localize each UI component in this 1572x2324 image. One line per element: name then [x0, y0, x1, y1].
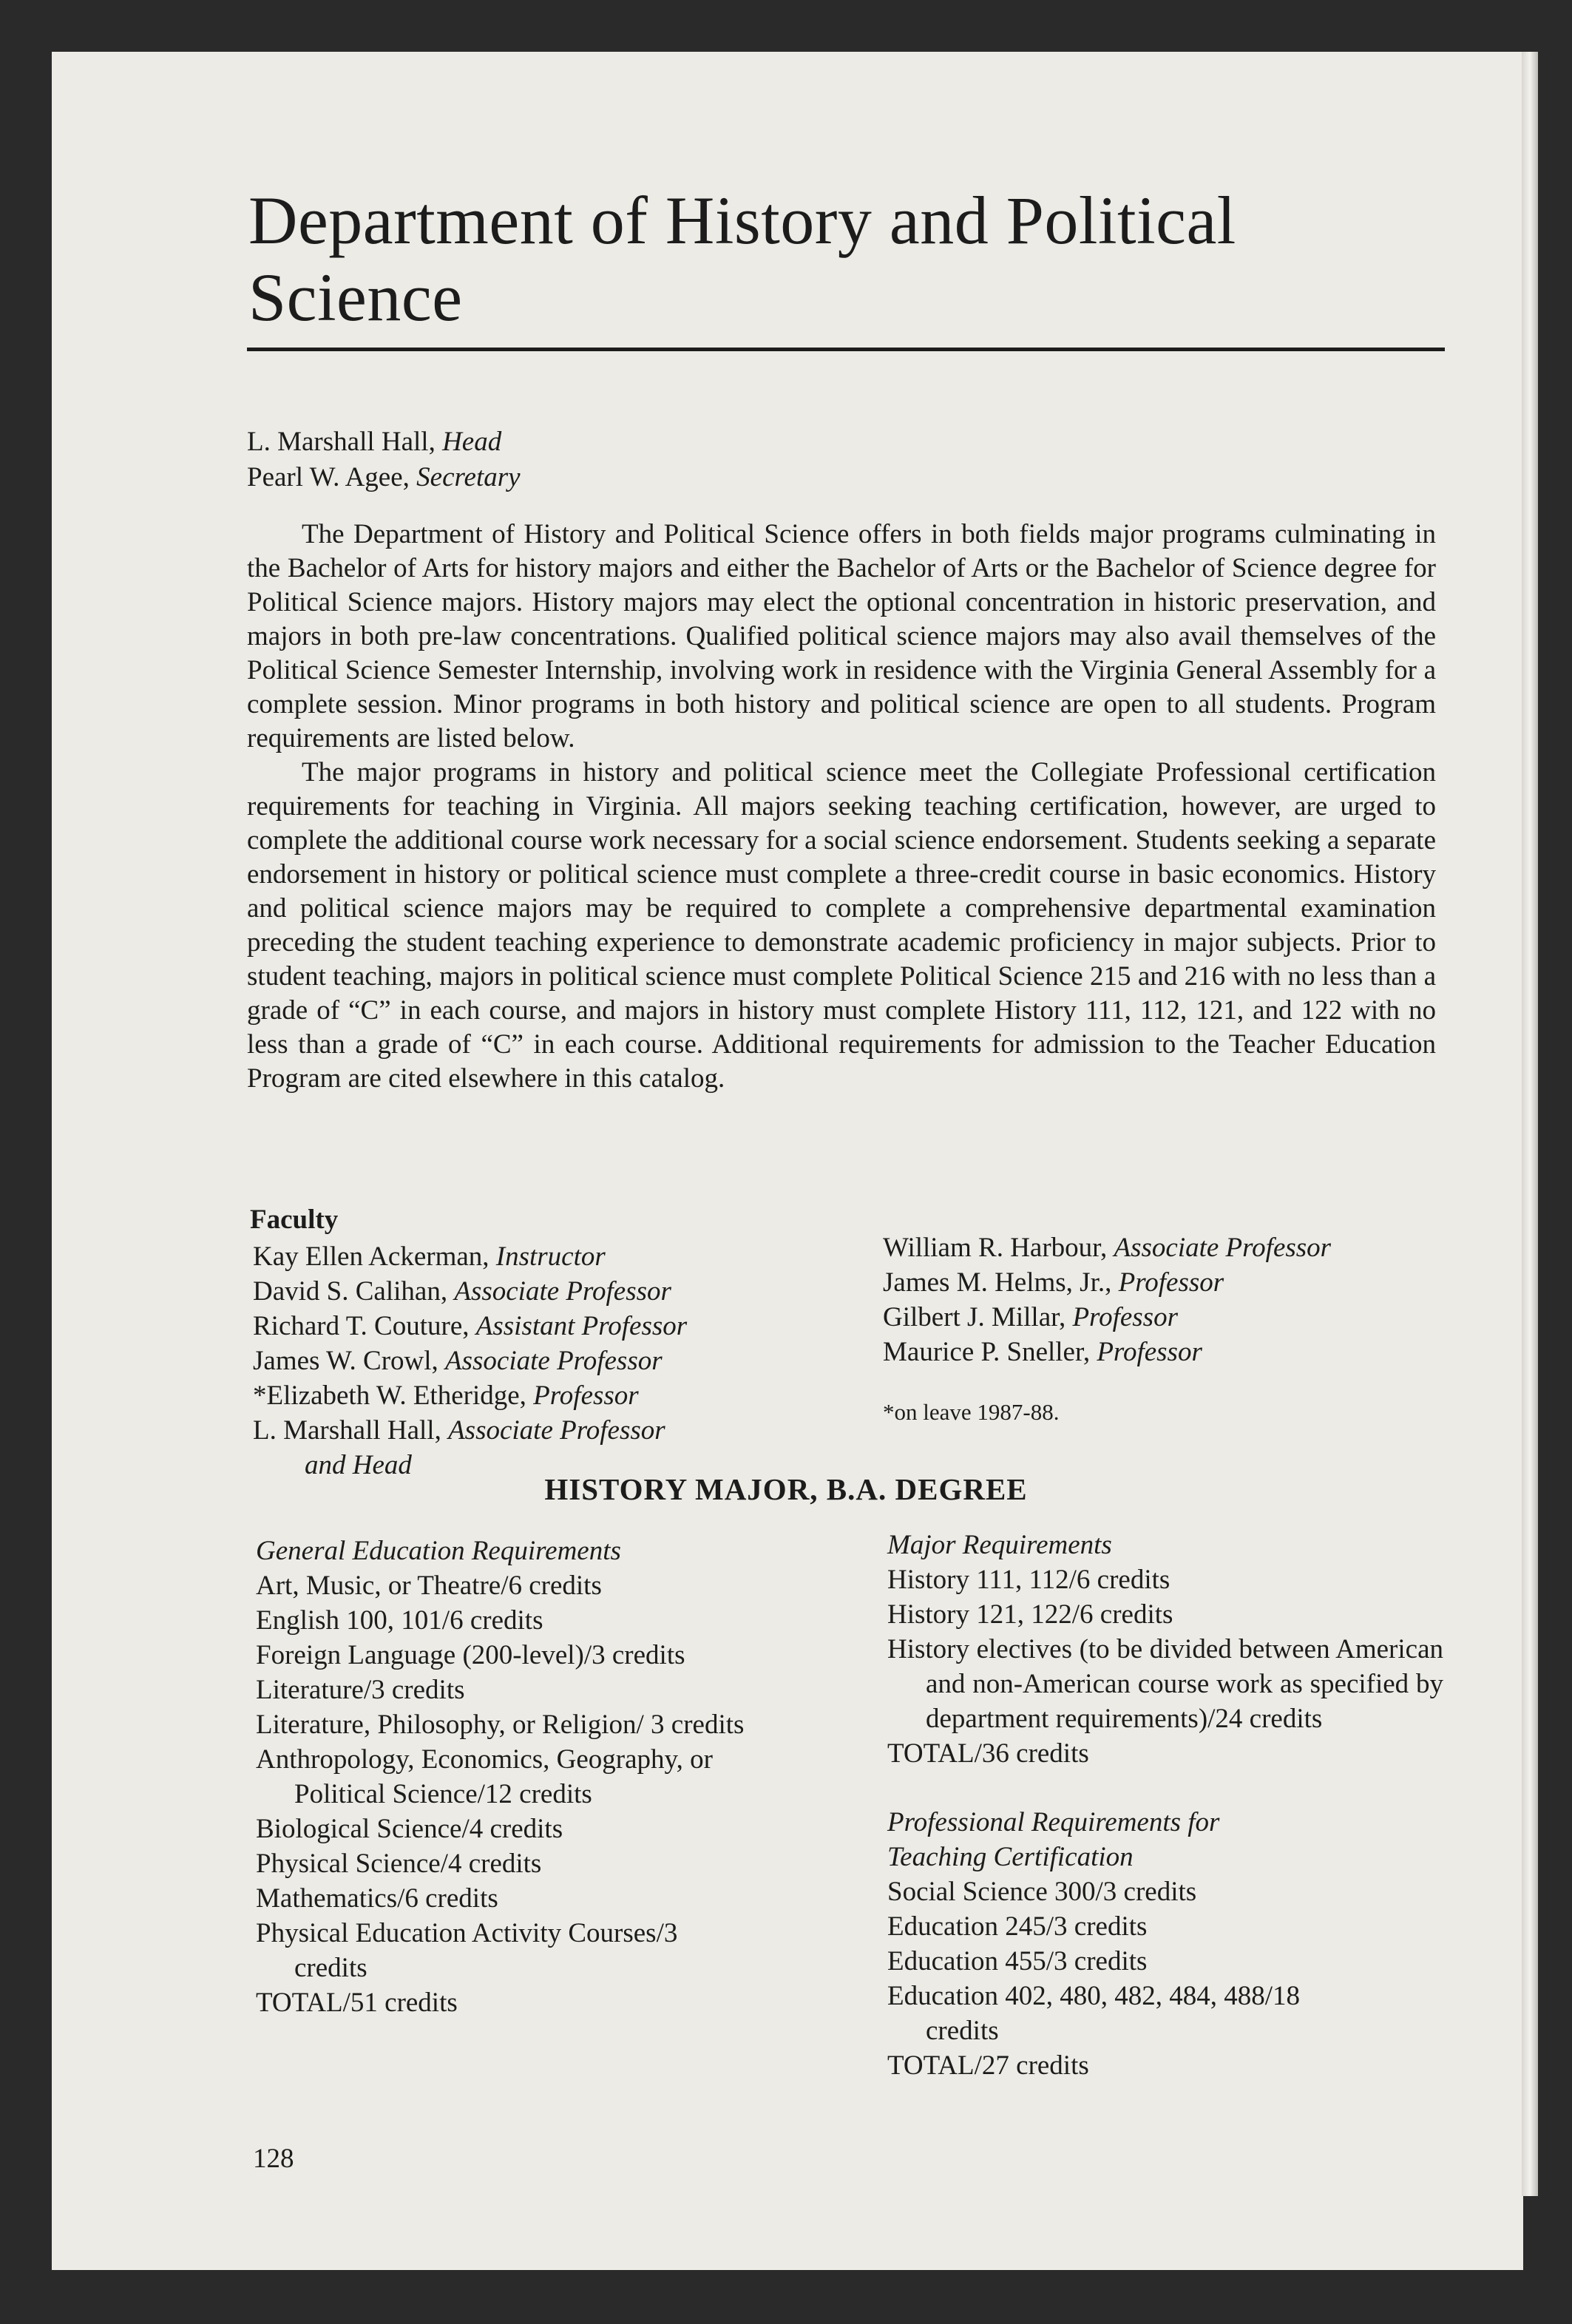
faculty-member: L. Marshall Hall, Associate Professor — [253, 1415, 665, 1446]
department-description — [247, 518, 1436, 1096]
staff-head: L. Marshall Hall, Head — [247, 427, 502, 457]
requirement-item: History 121, 122/6 credits — [887, 1599, 1173, 1630]
page-edge — [1522, 52, 1538, 2196]
page-number: 128 — [253, 2144, 294, 2174]
requirement-item: Art, Music, or Theatre/6 credits — [256, 1571, 602, 1601]
faculty-member: Maurice P. Sneller, Professor — [883, 1337, 1202, 1367]
faculty-member: James W. Crowl, Associate Professor — [253, 1346, 663, 1376]
requirement-item: Education 455/3 credits — [887, 1946, 1148, 1976]
requirement-item: Education 245/3 credits — [887, 1911, 1148, 1942]
faculty-member: Kay Ellen Ackerman, Instructor — [253, 1241, 606, 1272]
faculty-member: William R. Harbour, Associate Professor — [883, 1233, 1332, 1263]
professional-requirements-heading: Professional Requirements for Teaching Certification — [887, 1807, 1220, 1872]
requirement-item: Literature/3 credits — [256, 1675, 465, 1705]
faculty-member: *Elizabeth W. Etheridge, Professor — [253, 1380, 639, 1411]
requirement-total: TOTAL/51 credits — [256, 1988, 458, 2018]
requirement-item: Foreign Language (200-level)/3 credits — [256, 1640, 685, 1670]
faculty-list-right — [883, 1230, 1331, 1429]
page-title: Department of History and Political Science — [248, 183, 1236, 335]
general-education-requirements — [256, 1534, 797, 2020]
faculty-member-continuation: and Head — [305, 1450, 412, 1480]
major-requirements-heading: Major Requirements — [887, 1530, 1112, 1560]
paragraph-certification: The major programs in history and political science meet the Collegiate Professional certification requirements for teaching in Virginia. All majors seeking teaching certification, however, are urged to complete the additional course work necessary for a social science endorsement. Students seeking a separate endorsement in history or political science must complete a three-credit course in basic economics. History and political science majors may be required to complete a comprehensive departmental examination preceding the student teaching experience to demonstrate academic proficiency in major subjects. Prior to student teaching, majors in political science must complete Political Science 215 and 216 with no less than a grade of “C” in each course, and majors in history must complete History 111, 112, 121, and 122 with no less than a grade of “C” in each course. Additional requirements for admission to the Teacher Education Program are cited elsewhere in this catalog. — [247, 757, 1436, 1094]
requirement-item: Mathematics/6 credits — [256, 1883, 498, 1914]
requirement-item: Anthropology, Economics, Geography, or Political Science/12 credits — [256, 1744, 713, 1809]
requirement-total: TOTAL/36 credits — [887, 1738, 1089, 1769]
requirement-item: Social Science 300/3 credits — [887, 1877, 1197, 1907]
faculty-member: Richard T. Couture, Assistant Professor — [253, 1311, 688, 1341]
faculty-heading: Faculty — [250, 1205, 339, 1235]
requirement-total: TOTAL/27 credits — [887, 2050, 1089, 2081]
requirement-item: Literature, Philosophy, or Religion/ 3 credits — [256, 1710, 745, 1740]
paragraph-programs: The Department of History and Political Science offers in both fields major programs culminating in the Bachelor of Arts for history majors and either the Bachelor of Arts or the Bachelor of Science degree for Political Science majors. History majors may elect the optional concentration in historic preservation, and majors in both pre-law concentrations. Qualified political science majors may also avail themselves of the Political Science Semester Internship, involving work in residence with the Virginia General Assembly for a complete session. Minor programs in both history and political science are open to all students. Program requirements are listed below. — [247, 519, 1436, 753]
title-rule — [247, 348, 1445, 351]
requirement-item: English 100, 101/6 credits — [256, 1605, 543, 1636]
major-title: HISTORY MAJOR, B.A. DEGREE — [544, 1472, 1028, 1506]
major-requirements-column — [887, 1528, 1443, 2083]
requirement-item: Education 402, 480, 482, 484, 488/18 credits — [887, 1981, 1301, 2046]
general-education-heading: General Education Requirements — [256, 1536, 621, 1566]
faculty-member: James M. Helms, Jr., Professor — [883, 1267, 1224, 1298]
faculty-member: David S. Calihan, Associate Professor — [253, 1276, 671, 1307]
faculty-list-left — [253, 1239, 687, 1483]
requirement-item: Physical Science/4 credits — [256, 1849, 542, 1879]
requirement-item: History 111, 112/6 credits — [887, 1565, 1170, 1595]
staff-secretary: Pearl W. Agee, Secretary — [247, 462, 521, 492]
faculty-member: Gilbert J. Millar, Professor — [883, 1302, 1178, 1332]
staff-list — [247, 424, 521, 495]
requirement-item: Biological Science/4 credits — [256, 1814, 563, 1844]
requirement-item: Physical Education Activity Courses/3 credits — [256, 1918, 678, 1983]
requirement-item: History electives (to be divided between American and non-American course work as specified by department requirements)/24 credits — [887, 1634, 1443, 1734]
leave-note: *on leave 1987-88. — [883, 1399, 1060, 1425]
